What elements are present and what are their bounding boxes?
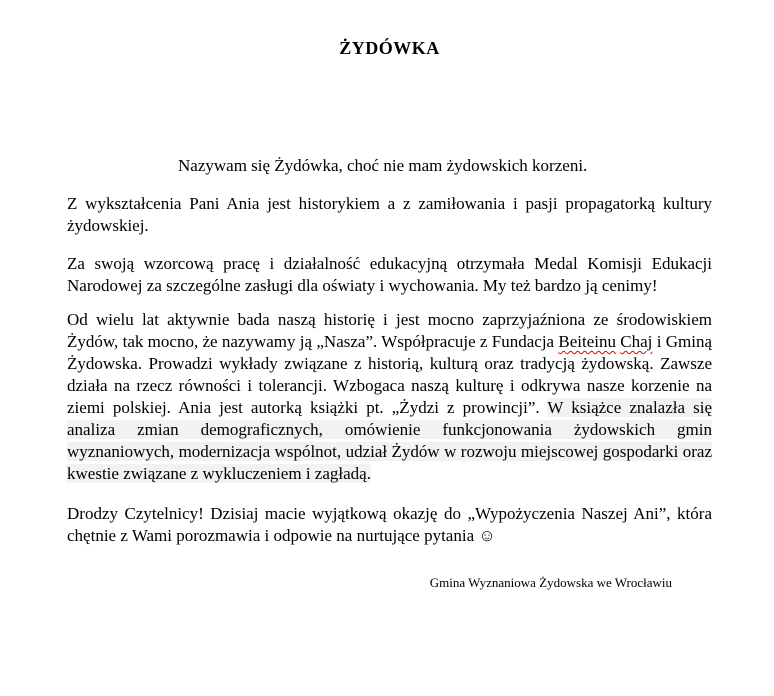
paragraph-invitation: Drodzy Czytelnicy! Dzisiaj macie wyjątkową okazję do „Wypożyczenia Naszej Ani”, która chętnie z Wami porozmawia i odpowie na nurtujące pytania ☺ — [67, 504, 712, 545]
spellcheck-word-beiteinu: Beiteinu — [558, 332, 616, 351]
history-text-start: Od wielu lat aktywnie bada naszą historię i jest mocno zaprzyjaźniona ze środowiskiem Żydów, tak mocno, że nazywamy ją „Nasza”. Współpracuje z Fundacja — [67, 310, 712, 351]
history-text-middle: i Gminą Żydowska. Prowadzi wykłady związane z historią, kulturą oraz tradycją żydowską. Zawsze działa na rzecz równości i tolerancji. Wzbogaca naszą kulturę i odkrywa nasze korzenie na ziemi polskiej. Ania jest autorką książki pt. „Żydzi z prowincji”. — [67, 332, 712, 417]
signature-line: Gmina Wyznaniowa Żydowska we Wrocławiu — [429, 575, 672, 590]
spellcheck-word-chaj: Chaj — [620, 332, 653, 351]
paragraph-education: Z wykształcenia Pani Ania jest historykiem a z zamiłowania i pasji propagatorką kultury żydowskiej. — [67, 194, 712, 235]
paragraph-medal: Za swoją wzorcową pracę i działalność edukacyjną otrzymała Medal Komisji Edukacji Narodowej za szczególne zasługi dla oświaty i wychowania. My też bardzo ją cenimy! — [67, 254, 712, 295]
document-title: ŻYDÓWKA — [339, 38, 440, 58]
highlighted-book-description: W książce znalazła się analiza zmian demograficznych, omówienie funkcjonowania żydowskich gmin wyznaniowych, modernizacja wspólnot, udział Żydów w rozwoju miejscowej gospodarki oraz kwestie związane z wykluczeniem i zagładą. — [67, 398, 712, 483]
paragraph-history — [67, 309, 712, 485]
intro-paragraph: Nazywam się Żydówka, choć nie mam żydowskich korzeni. — [178, 156, 588, 175]
